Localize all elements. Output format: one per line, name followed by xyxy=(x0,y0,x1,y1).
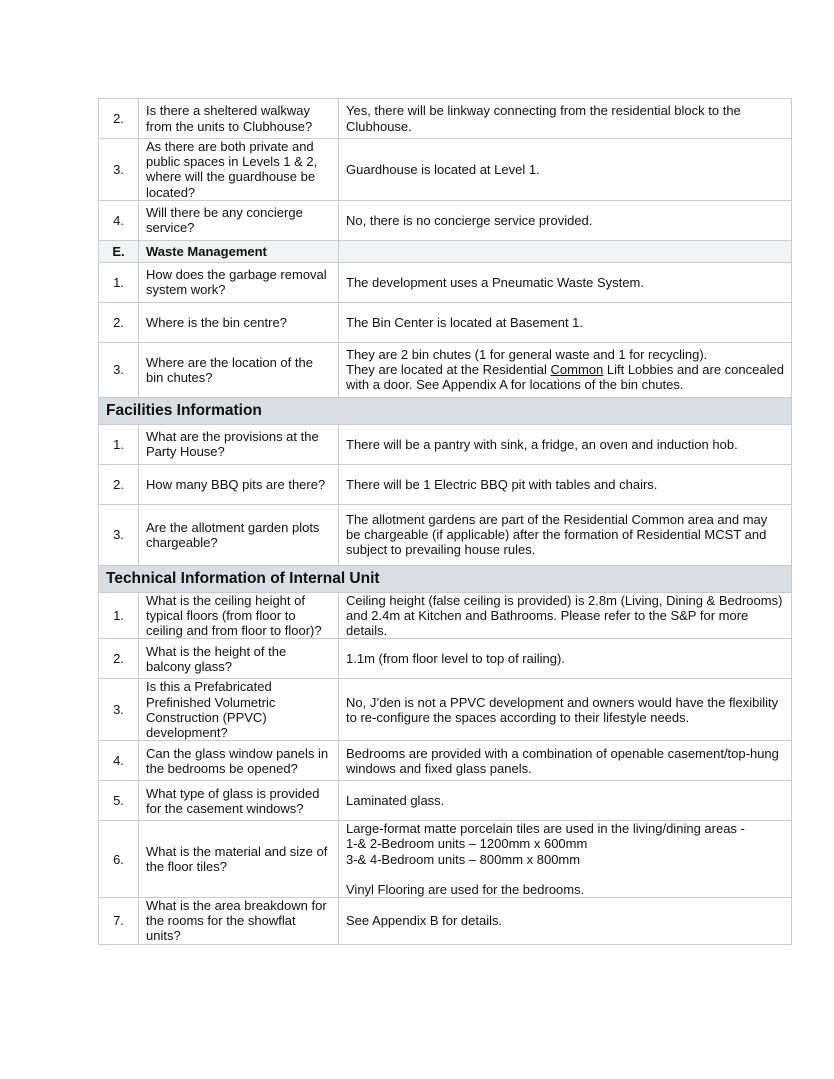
answer: No, there is no concierge service provided. xyxy=(339,200,792,240)
question: What is the material and size of the floor tiles? xyxy=(139,821,339,898)
category-blank xyxy=(339,240,792,262)
row-number: 2. xyxy=(99,302,139,342)
question: As there are both private and public spaces in Levels 1 & 2, where will the guardhouse be located? xyxy=(139,139,339,201)
row-number: 1. xyxy=(99,262,139,302)
table-row xyxy=(99,262,792,302)
row-number: 3. xyxy=(99,679,139,741)
table-row xyxy=(99,639,792,679)
question: Will there be any concierge service? xyxy=(139,200,339,240)
row-number: 2. xyxy=(99,99,139,139)
line-gap xyxy=(346,867,784,882)
table-row xyxy=(99,302,792,342)
row-number: 5. xyxy=(99,781,139,821)
category-title: Waste Management xyxy=(139,240,339,262)
question: What is the height of the balcony glass? xyxy=(139,639,339,679)
question: How does the garbage removal system work? xyxy=(139,262,339,302)
row-number: 4. xyxy=(99,200,139,240)
answer: 1.1m (from floor level to top of railing). xyxy=(339,639,792,679)
row-number: 3. xyxy=(99,342,139,397)
table-row xyxy=(99,342,792,397)
section-title: Facilities Information xyxy=(99,397,792,424)
answer: There will be 1 Electric BBQ pit with tables and chairs. xyxy=(339,464,792,504)
table-row xyxy=(99,821,792,898)
question: What is the area breakdown for the rooms for the showflat units? xyxy=(139,898,339,945)
table-row xyxy=(99,424,792,464)
question: What type of glass is provided for the casement windows? xyxy=(139,781,339,821)
answer: Yes, there will be linkway connecting from the residential block to the Clubhouse. xyxy=(339,99,792,139)
row-number: 7. xyxy=(99,898,139,945)
row-number: 4. xyxy=(99,741,139,781)
table-row xyxy=(99,504,792,565)
answer: There will be a pantry with sink, a fridge, an oven and induction hob. xyxy=(339,424,792,464)
answer: Ceiling height (false ceiling is provided) is 2.8m (Living, Dining & Bedrooms) and 2.4m at Kitchen and Bathrooms. Please refer to the S&P for more details. xyxy=(339,592,792,639)
question: Are the allotment garden plots chargeable? xyxy=(139,504,339,565)
answer xyxy=(339,821,792,898)
question: Where are the location of the bin chutes? xyxy=(139,342,339,397)
answer: Bedrooms are provided with a combination of openable casement/top-hung windows and fixed glass panels. xyxy=(339,741,792,781)
question: Where is the bin centre? xyxy=(139,302,339,342)
section-header xyxy=(99,565,792,592)
section-title: Technical Information of Internal Unit xyxy=(99,565,792,592)
answer: The allotment gardens are part of the Residential Common area and may be chargeable (if applicable) after the formation of Residential MCST and subject to prevailing house rules. xyxy=(339,504,792,565)
row-number: 3. xyxy=(99,139,139,201)
answer: Guardhouse is located at Level 1. xyxy=(339,139,792,201)
answer-line: Large-format matte porcelain tiles are used in the living/dining areas - xyxy=(346,821,745,837)
answer-line: Vinyl Flooring are used for the bedrooms. xyxy=(346,881,585,897)
question: What are the provisions at the Party House? xyxy=(139,424,339,464)
answer-line: 3-& 4-Bedroom units – 800mm x 800mm xyxy=(346,851,581,867)
table-row xyxy=(99,139,792,201)
answer: Laminated glass. xyxy=(339,781,792,821)
answer: See Appendix B for details. xyxy=(339,898,792,945)
row-number: 6. xyxy=(99,821,139,898)
question: Is this a Prefabricated Prefinished Volumetric Construction (PPVC) development? xyxy=(139,679,339,741)
table-row xyxy=(99,200,792,240)
table-row xyxy=(99,781,792,821)
question: How many BBQ pits are there? xyxy=(139,464,339,504)
question: Is there a sheltered walkway from the units to Clubhouse? xyxy=(139,99,339,139)
row-number: 2. xyxy=(99,639,139,679)
table-row xyxy=(99,898,792,945)
section-header xyxy=(99,397,792,424)
faq-table xyxy=(98,98,792,945)
row-number: 3. xyxy=(99,504,139,565)
table-row xyxy=(99,592,792,639)
answer: The development uses a Pneumatic Waste System. xyxy=(339,262,792,302)
table-row xyxy=(99,99,792,139)
category-letter: E. xyxy=(99,240,139,262)
question: What is the ceiling height of typical floors (from floor to ceiling and from floor to floor)? xyxy=(139,592,339,639)
row-number: 2. xyxy=(99,464,139,504)
category-row xyxy=(99,240,792,262)
table-row xyxy=(99,679,792,741)
answer xyxy=(339,342,792,397)
answer: The Bin Center is located at Basement 1. xyxy=(339,302,792,342)
underlined-word: Common xyxy=(550,362,604,378)
row-number: 1. xyxy=(99,592,139,639)
answer-line: They are 2 bin chutes (1 for general waste and 1 for recycling). xyxy=(346,347,708,362)
answer: No, J’den is not a PPVC development and owners would have the flexibility to re-configure the spaces according to their lifestyle needs. xyxy=(339,679,792,741)
answer-line: 1-& 2-Bedroom units – 1200mm x 600mm xyxy=(346,836,588,852)
question: Can the glass window panels in the bedrooms be opened? xyxy=(139,741,339,781)
row-number: 1. xyxy=(99,424,139,464)
table-row xyxy=(99,741,792,781)
table-row xyxy=(99,464,792,504)
answer-text: Lift Lobbies and are concealed with a door. See Appendix A for locations of the bin chutes. xyxy=(346,362,784,393)
answer-text: They are located at the Residential xyxy=(346,362,551,378)
